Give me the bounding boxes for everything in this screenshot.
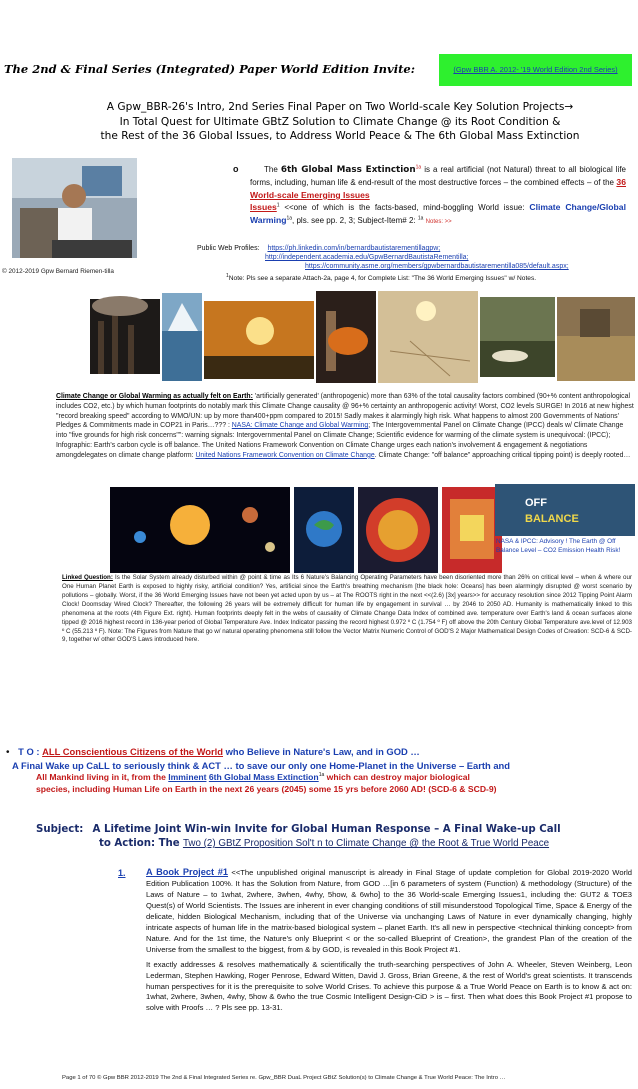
temperature-map-image <box>442 487 502 573</box>
nasa-link[interactable]: NASA: Climate Change and Global Warming <box>231 422 369 430</box>
extinction-issues-link-2[interactable]: Issues <box>250 202 277 213</box>
extinction-body-2: <<one of which is the facts-based, mind-boggling World issue: <box>284 203 525 213</box>
climate-change-label: Climate Change/Global Warming <box>250 202 626 225</box>
to-line-3-text: All Mankind living in it, from the <box>36 772 166 783</box>
extinction-sup: 1a <box>415 164 422 171</box>
planet-heat-image <box>358 487 438 573</box>
extinction-body-1: is a real artificial (not Natural) threat to all biological life forms, including, human life & end-result of the most destructive forces – the combined effects – of the <box>250 165 626 188</box>
to-line-1 <box>6 746 634 760</box>
sunset-image <box>204 301 314 379</box>
to-section <box>6 746 634 795</box>
page-footer: Page 1 of 70 © Gpw BBR 2012-2019 The 2nd & Final Integrated Series re. Gpw_BBR DuaL Project GBtZ Solution(s) to Climate Change & True World Peace: The Intro … <box>62 1075 506 1081</box>
extinction-bullet: o <box>233 164 239 174</box>
author-caption: © 2012-2019 Gpw Bernard Riemen-tilla <box>2 268 114 275</box>
extinction-sup-2: 1 <box>276 202 280 209</box>
book-number: 1. <box>118 868 126 878</box>
to-line-3-rest: which can destroy major biological <box>326 772 470 783</box>
climate-text-1: 'artificially generated' (anthropogenic) more than 63% of the total causality factors combined (90+% content anthropological includes CO2, etc.) by which human footprints do notably mark this Climate Change causality @ 96+% certainty an anthropogenic activity! Worst, CO2 levels SURGE! In 2016 at new highest "record breaking speed" according to WMO/UN: up by more than400+ppm compared to 2015! Sadly makes it alarmingly high risk. What happens to almost 200 Governments of Nations' Pledges & Commitments made in COP21 in Paris…??? : <box>56 393 634 430</box>
flood-image <box>557 297 635 381</box>
to-sup: 1a <box>318 772 325 779</box>
wake-up-call: A Final Wake up CaLL <box>12 759 110 771</box>
climate-text-3: . Climate Change: "off balance" approaching critical tipping point) is deeply rooted… <box>374 451 631 459</box>
to-line-4: species, including Human Life on Earth in the next 26 years (2045) some 15 yrs before 2060 AD! (SCD-6 & SCD-9) <box>36 783 497 794</box>
unfccc-link[interactable]: United Nations Framework Convention on Climate Change <box>195 451 375 459</box>
intro-line-2: In Total Quest for Ultimate GBtZ Solution to Climate Change @ its Root Condition & <box>119 115 561 128</box>
subject-section <box>36 823 636 852</box>
linked-question <box>62 574 632 645</box>
header-tag-text: (Gpw BBR A. 2012- '19 World Edition 2nd Series) <box>453 65 618 75</box>
earth-hands-image <box>294 487 354 573</box>
book-project <box>146 866 632 1014</box>
subject-line-2b: Two (2) GBtZ Proposition Sol't n to Climate Change @ the Root & True World Peace <box>182 838 550 850</box>
profile-link-linkedin[interactable]: https://ph.linkedin.com/in/bernardbautistarementillagpw; <box>267 245 441 252</box>
image-strip-middle <box>110 487 540 573</box>
climate-paragraph <box>56 392 634 461</box>
book-text-2: It exactly addresses & resolves mathematically & scientifically the truth-searching perspectives of John A. Wheeler, Steven Weinberg, Leon Lederman, Stephen Hawking, Roger Penrose, Edward Witten, David J. Gross, Brian Greene, & the rest of World's great scientists. It transcends human perspectives for it is the prerequisite to solve World Crises. To achieve this purpose & a True World Peace on Earth is to know & act on: 1what, 2where, 3when, 4why, 5how & 6who the true Cosmic Intelligent Design-CiD > is – first. Then what does this Book Project #1 propose to solve with Proofs … ? Pls see pp. 13-31. <box>146 959 632 1013</box>
book-paragraph-2 <box>146 960 632 1015</box>
header-title: The 2nd & Final Series (Integrated) Paper World Edition Invite: <box>4 62 415 76</box>
intro-line-3: the Rest of the 36 Global Issues, to Address World Peace & The 6th Global Mass Extinction <box>100 130 580 143</box>
intro-line-1: A Gpw_BBR-26's Intro, 2nd Series Final Paper on Two World-scale Key Solution Projects→ <box>106 101 574 113</box>
to-audience: ALL Conscientious Citizens of the World <box>42 746 224 757</box>
book-title[interactable]: A Book Project #1 <box>146 867 229 877</box>
off-balance-image <box>495 484 635 536</box>
pollution-image <box>480 297 555 377</box>
drought-image <box>378 291 478 383</box>
to-label: T O : <box>18 746 40 757</box>
extinction-sup-4: 1a <box>417 214 424 221</box>
profile-link-asme[interactable]: https://community.asme.org/members/gpwbernardbautistarementilla085/default.aspx; <box>305 263 569 271</box>
profile-link-academia[interactable]: http://independent.academia.edu/GpwBernardBautistaRementilla; <box>265 254 469 262</box>
to-rest: who Believe in Nature's Law, and in GOD … <box>225 746 420 757</box>
to-bullet: • <box>6 747 10 758</box>
profiles-label: Public Web Profiles: <box>197 245 260 252</box>
subject-label: Subject: <box>36 824 84 835</box>
subject-line-2a: to Action: The <box>99 838 180 850</box>
factory-fire-image <box>316 291 376 383</box>
book-paragraph-1 <box>146 866 632 956</box>
svg-text:OFF: OFF <box>525 497 547 509</box>
climate-text-2: ; The Intergovernmental Panel on Climate Change (IPCC) deals w/ Climate Change into "five grounds for high risk concerns"": warning signals: Intergovernmental Panel on Climate Change; Scientific evidence for warming of the climate system is unequivocal: (IPCC); Infographic: Earth's carbon cycle is off balance. The United Nations Framework Convention on Climate Change urges each nation's involvement & engagement & negotiations amongdelegates on climate change platform: <box>56 422 624 459</box>
intro-heading <box>60 100 620 144</box>
extinction-link[interactable]: 6th Global Mass Extinction <box>208 772 319 783</box>
notes-link[interactable]: Notes: >> <box>425 218 452 225</box>
extinction-body-3: , pls. see pp. 2, 3; Subject-Item# 2: <box>292 215 416 225</box>
linked-text: Is the Solar System already disturbed within @ point & time as Its 6 Nature's Balancing Operating Parameters have been disoriented more than 26% on critical level – when & where our One Human Planet Earth is exposed to highly risky, artificial condition? Yes, artificial since the Earth's breathing mechanism [the black hole: Oceans] has been alarmingly disrupted @ worst scenario by pollutions – globally. Worst, if the 36 World Emerging Issues have not been yet acted upon by us – at The ROOTS right in the next <<(2.6) [3x] years>> for accuracy resolution since 2012 Tipping Point Alarm Clock! Doomsday Wired Clock? Thereafter, the following 26 years will be extremely difficult for human life by engagement in survival … by 2046 to 2050 AD. Humanity is mathematically linked to this phenomena at the roots (4th Figure Ext. right). Human footprints deeply felt in the webs of causality of Climate Change Data Index of combined ave. temperature over Earth's land & ocean surfaces alone tipped @ 2016 highest record in 136-year period of Global Temperature Ave. Index Indicator passing the record highest 0.972 º C (1.754 º F) off above the 20th Century Global Temperature ave.level of 12.903 º C (55.213 º F). Note: The Figures from Nature that go w/ natural operating phenomena still follow the Vector Matrix Numeric Control of GOD'S 2 Major Mathematical Design Codes of Creation: SCD-6 & SCD-9, together w/ other GOD'S Laws introduced here. <box>62 574 632 644</box>
to-line-3 <box>36 772 634 784</box>
profiles-block <box>197 244 637 272</box>
subject-line-1: A Lifetime Joint Win-win Invite for Global Human Response – A Final Wake-up Call <box>92 824 561 835</box>
author-photo <box>12 158 137 258</box>
book-text-1: <<The unpublished original manuscript is already in Final Stage of update completion for Global 2019-2020 World Edition Publication 100%. It has the Solution from Nature, from GOD …[in 6 parameters of system (Function) & methodology (Structure) of the Laws of Nature – to 1what, 2where, 3when, 4why, 5how, & 6who] to the 36 World-scale Emerging Issues1, including the: GUT2 & TOE3 Quest(s) of World Scientists. The Issues are inherent in ever changing conditions of still misunderstood Topological Time, Space & Energy of the delicate, hidden Biological Mechanism, including that of the Universe via unchanging Laws of Nature in ever dynamically changing, highly intricate aspects of human life in the matrix-based biological system – planet Earth. It's all new in perspective <technical thinking concept> from Nature. And for the 1st time, the Nature's only Blueprint < or the so-called Blueprint of Creation>, the grandest Plan of the creation of the Universe from the smallest to the biggest, from & by GOD, is revealed in this Book Project #1. <box>146 868 632 954</box>
extinction-issues-link[interactable]: 36 World-scale Emerging Issues <box>250 177 626 200</box>
smokestack-image <box>90 296 160 374</box>
svg-text:BALANCE: BALANCE <box>525 513 579 525</box>
nasa-caption: NASA & IPCC: Advisory ! The Earth @ Off Balance Level – CO2 Emission Health Risk! <box>496 538 621 554</box>
climate-heading: Climate Change or Global Warming as actually felt on Earth: <box>56 393 253 400</box>
footnote-text: Note: Pls see a separate Attach-2a, page 4, for Complete List: "The 36 World Emerging Issues" w/ Notes. <box>228 275 537 283</box>
image-strip-top <box>90 291 635 386</box>
extinction-title: 6th Global Mass Extinction <box>280 165 416 175</box>
extinction-sup-3: 1a <box>286 214 293 221</box>
extinction-paragraph <box>250 164 626 226</box>
solar-system-image <box>110 487 290 573</box>
to-line-2 <box>12 760 634 773</box>
imminent-label: Imminent <box>168 772 207 783</box>
linked-heading: Linked Question: <box>62 574 113 581</box>
footnote-sup: 1 <box>226 273 229 279</box>
extinction-lead: The <box>264 165 278 174</box>
iceberg-image <box>162 293 202 381</box>
footnote <box>226 273 636 283</box>
header-tag <box>439 54 632 86</box>
to-line-2-text: to seriously think & ACT … to save our only one Home-Planet in the Universe – Earth and <box>112 759 511 771</box>
